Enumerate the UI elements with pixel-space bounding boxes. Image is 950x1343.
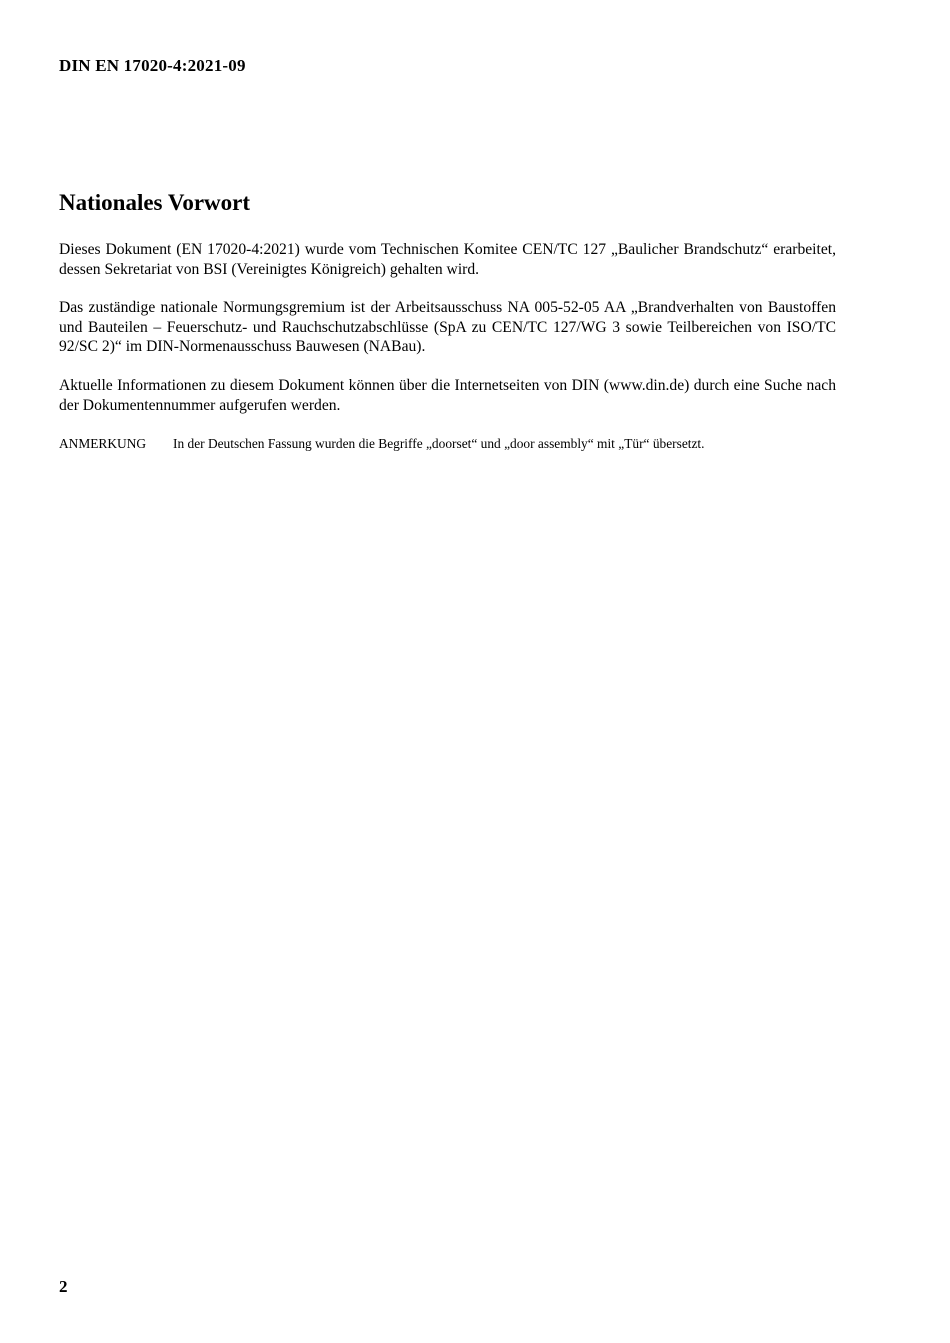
document-id-header: DIN EN 17020-4:2021-09 — [59, 56, 246, 75]
section-title: Nationales Vorwort — [59, 190, 251, 215]
paragraph-committee: Dieses Dokument (EN 17020-4:2021) wurde vom Technischen Komitee CEN/TC 127 „Baulicher Brandschutz“ erarbeitet, dessen Sekretariat von BSI (Vereinigtes Königreich) gehalten wird. — [59, 241, 836, 278]
paragraph-information: Aktuelle Informationen zu diesem Dokument können über die Internetseiten von DIN (www.din.de) durch eine Suche nach der Dokumentennummer aufgerufen werden. — [59, 377, 836, 414]
note-text: In der Deutschen Fassung wurden die Begriffe „doorset“ und „door assembly“ mit „Tür“ übersetzt. — [173, 436, 705, 451]
note — [59, 435, 836, 453]
paragraph-national-body: Das zuständige nationale Normungsgremium ist der Arbeitsausschuss NA 005-52-05 AA „Brandverhalten von Baustoffen und Bauteilen – Feuerschutz- und Rauchschutzabschlüsse (SpA zu CEN/TC 127/WG 3 sowie Teilbereichen von ISO/TC 92/SC 2)“ im DIN-Normenausschuss Bauwesen (NABau). — [59, 299, 836, 355]
note-label: ANMERKUNG — [59, 436, 147, 451]
page-number: 2 — [59, 1277, 68, 1296]
